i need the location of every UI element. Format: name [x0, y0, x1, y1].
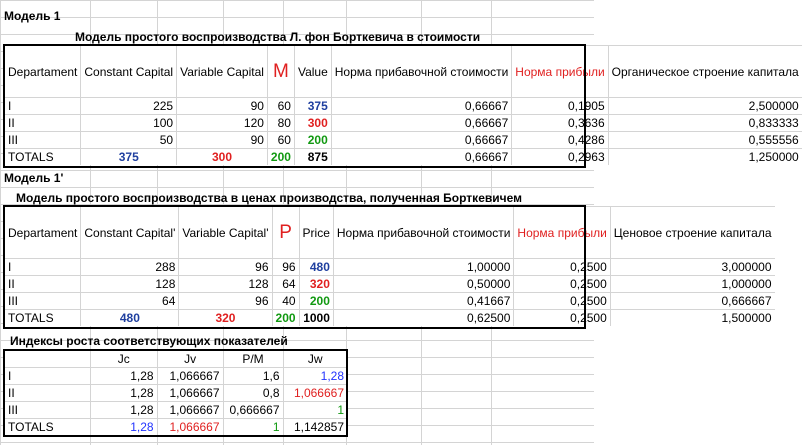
cell-profit-rate[interactable]: 0,3636 [512, 115, 608, 132]
row-label: II [5, 115, 81, 132]
header-surplus-rate: Норма прибавочной стоимости [333, 207, 514, 259]
cell-surplus-rate[interactable]: 0,66667 [331, 115, 512, 132]
cell-pm[interactable]: 1 [223, 419, 283, 436]
cell-jc[interactable]: 1,28 [90, 402, 157, 419]
model1-label: Модель 1 [4, 9, 61, 23]
table-row [5, 293, 775, 310]
cell-jc[interactable]: 1,28 [90, 368, 157, 385]
header-jw: Jw [283, 351, 347, 368]
header-variable-capital: Variable Capital [177, 46, 268, 98]
row-label: TOTALS [5, 310, 81, 327]
cell-constant[interactable]: 100 [81, 115, 177, 132]
header-price-composition: Ценовое строение капитала [610, 207, 774, 259]
cell-composition[interactable]: 0,666667 [610, 293, 774, 310]
header-jv: Jv [157, 351, 223, 368]
cell-value[interactable]: 875 [294, 149, 331, 166]
totals-row [5, 149, 802, 166]
cell-jw[interactable]: 1,142857 [283, 419, 347, 436]
cell-jc[interactable]: 1,28 [90, 385, 157, 402]
cell-composition[interactable]: 0,833333 [608, 115, 802, 132]
cell-surplus-rate[interactable]: 0,50000 [333, 276, 514, 293]
table-row [5, 402, 348, 419]
cell-m[interactable]: 80 [267, 115, 294, 132]
cell-variable[interactable]: 96 [179, 259, 272, 276]
cell-composition[interactable]: 1,250000 [608, 149, 802, 166]
header-surplus-rate: Норма прибавочной стоимости [331, 46, 512, 98]
cell-constant[interactable]: 128 [81, 276, 179, 293]
cell-jv[interactable]: 1,066667 [157, 368, 223, 385]
totals-row [5, 310, 775, 327]
model1-caption: Модель простого воспроизводства Л. фон Борткевича в стоимости [75, 30, 481, 44]
cell-jv[interactable]: 1,066667 [157, 385, 223, 402]
header-constant-capital: Constant Capital [81, 46, 177, 98]
header-jc: Jc [90, 351, 157, 368]
model1p-header-row [5, 207, 775, 259]
cell-p[interactable]: 64 [272, 276, 299, 293]
cell-value[interactable]: 375 [294, 98, 331, 115]
model1-header-row [5, 46, 802, 98]
cell-surplus-rate[interactable]: 0,41667 [333, 293, 514, 310]
row-label: I [5, 259, 81, 276]
indices-header-row [5, 351, 348, 368]
header-organic-composition: Органическое строение капитала [608, 46, 802, 98]
cell-composition[interactable]: 3,000000 [610, 259, 774, 276]
model1-table [4, 45, 802, 165]
cell-m[interactable]: 200 [267, 149, 294, 166]
header-pm: P/M [223, 351, 283, 368]
cell-jw[interactable]: 1,28 [283, 368, 347, 385]
cell-constant[interactable]: 225 [81, 98, 177, 115]
cell-composition[interactable]: 2,500000 [608, 98, 802, 115]
cell-profit-rate[interactable]: 0,2500 [514, 293, 610, 310]
cell-profit-rate[interactable]: 0,2500 [514, 276, 610, 293]
row-label: TOTALS [5, 149, 81, 166]
indices-table [4, 350, 347, 435]
cell-pm[interactable]: 0,8 [223, 385, 283, 402]
cell-jw[interactable]: 1,066667 [283, 385, 347, 402]
model1p-label: Модель 1' [4, 171, 64, 185]
header-variable-capital: Variable Capital' [179, 207, 272, 259]
cell-constant[interactable]: 375 [81, 149, 177, 166]
row-label: III [5, 293, 81, 310]
cell-constant[interactable]: 50 [81, 132, 177, 149]
cell-composition[interactable]: 1,500000 [610, 310, 774, 327]
cell-surplus-rate[interactable]: 0,66667 [331, 132, 512, 149]
row-label: I [5, 368, 91, 385]
cell-jc[interactable]: 1,28 [90, 419, 157, 436]
table-row [5, 385, 348, 402]
indices-caption: Индексы роста соответствующих показателей [10, 334, 288, 348]
cell-composition[interactable]: 0,555556 [608, 132, 802, 149]
cell-variable[interactable]: 320 [179, 310, 272, 327]
table-row [5, 98, 802, 115]
cell-m[interactable]: 60 [267, 98, 294, 115]
row-label: II [5, 385, 91, 402]
cell-p[interactable]: 200 [272, 310, 299, 327]
cell-variable[interactable]: 96 [179, 293, 272, 310]
header-p: P [272, 207, 299, 259]
cell-surplus-rate[interactable]: 1,00000 [333, 259, 514, 276]
header-profit-rate: Норма прибыли [512, 46, 608, 98]
cell-p[interactable]: 96 [272, 259, 299, 276]
header-price: Price [299, 207, 333, 259]
cell-profit-rate[interactable]: 0,1905 [512, 98, 608, 115]
table-row [5, 259, 775, 276]
cell-profit-rate[interactable]: 0,2500 [514, 310, 610, 327]
cell-variable[interactable]: 90 [177, 132, 268, 149]
cell-value[interactable]: 200 [294, 132, 331, 149]
header-departament: Departament [5, 46, 81, 98]
cell-surplus-rate[interactable]: 0,66667 [331, 98, 512, 115]
row-label: TOTALS [5, 419, 91, 436]
table-row [5, 115, 802, 132]
cell-jw[interactable]: 1 [283, 402, 347, 419]
cell-jv[interactable]: 1,066667 [157, 419, 223, 436]
header-value: Value [294, 46, 331, 98]
cell-price[interactable]: 320 [299, 276, 333, 293]
header-profit-rate: Норма прибыли [514, 207, 610, 259]
row-label: III [5, 402, 91, 419]
header-departament: Departament [5, 207, 81, 259]
cell-pm[interactable]: 1,6 [223, 368, 283, 385]
cell-price[interactable]: 200 [299, 293, 333, 310]
row-label: I [5, 98, 81, 115]
cell-surplus-rate[interactable]: 0,62500 [333, 310, 514, 327]
totals-row [5, 419, 348, 436]
table-row [5, 132, 802, 149]
table-row [5, 276, 775, 293]
cell-profit-rate[interactable]: 0,4286 [512, 132, 608, 149]
header-blank [5, 351, 91, 368]
cell-profit-rate[interactable]: 0,2500 [514, 259, 610, 276]
cell-constant[interactable]: 288 [81, 259, 179, 276]
cell-price[interactable]: 480 [299, 259, 333, 276]
cell-pm[interactable]: 0,666667 [223, 402, 283, 419]
cell-variable[interactable]: 128 [179, 276, 272, 293]
cell-constant[interactable]: 64 [81, 293, 179, 310]
model1p-caption: Модель простого воспроизводства в ценах производства, полученная Борткевичем [16, 191, 522, 205]
cell-constant[interactable]: 480 [81, 310, 179, 327]
cell-m[interactable]: 60 [267, 132, 294, 149]
cell-variable[interactable]: 120 [177, 115, 268, 132]
cell-variable[interactable]: 90 [177, 98, 268, 115]
header-m: M [267, 46, 294, 98]
cell-value[interactable]: 300 [294, 115, 331, 132]
cell-variable[interactable]: 300 [177, 149, 268, 166]
header-constant-capital: Constant Capital' [81, 207, 179, 259]
row-label: II [5, 276, 81, 293]
row-label: III [5, 132, 81, 149]
cell-jv[interactable]: 1,066667 [157, 402, 223, 419]
model1p-table [4, 206, 775, 326]
table-row [5, 368, 348, 385]
cell-profit-rate[interactable]: 0,2963 [512, 149, 608, 166]
cell-p[interactable]: 40 [272, 293, 299, 310]
cell-composition[interactable]: 1,000000 [610, 276, 774, 293]
cell-surplus-rate[interactable]: 0,66667 [331, 149, 512, 166]
cell-price[interactable]: 1000 [299, 310, 333, 327]
